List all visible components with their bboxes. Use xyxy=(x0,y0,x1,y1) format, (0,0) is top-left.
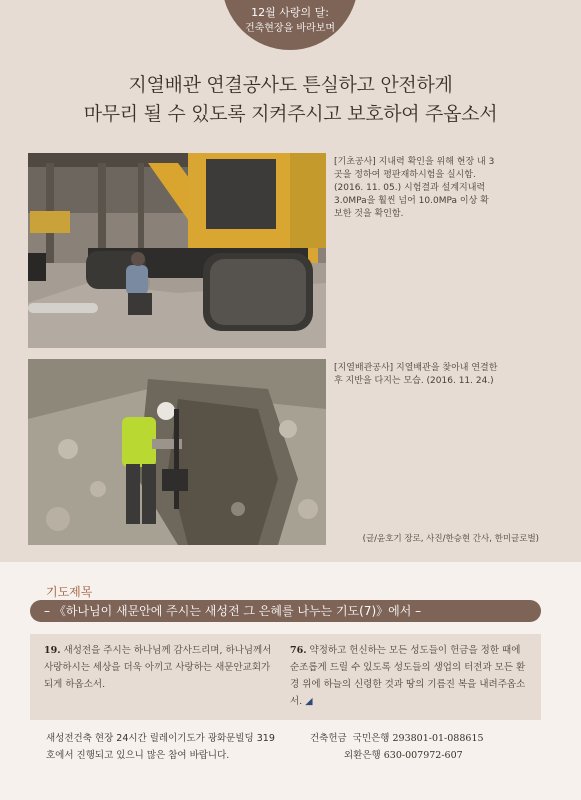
prayer-item-line: 되게 하옵소서. xyxy=(44,679,106,690)
photo2-caption-line: [지열배관공사] 지열배관을 찾아내 연결한 xyxy=(334,363,498,373)
bank-account-1: 국민은행 293801-01-088615 xyxy=(352,733,484,744)
prayer-item-line: 사랑하시는 세상을 더욱 아끼고 사랑하는 새문안교회가 xyxy=(44,662,271,673)
prayer-title-bar: – 《하나님이 새문안에 주시는 새성전 그 은혜를 나누는 기도(7)》에서 – xyxy=(30,600,541,622)
headline-line1: 지열배관 연결공사도 튼실하고 안전하게 xyxy=(128,74,453,96)
photo1-caption-line: 3.0MPa을 훨씬 넘어 10.0MPa 이상 확 xyxy=(334,196,489,206)
prayer-section-label: 기도제목 xyxy=(46,585,93,599)
photo2-caption xyxy=(334,362,544,388)
photo1-caption-line: (2016. 11. 05.) 시험결과 설계지내력 xyxy=(334,183,486,193)
relay-prayer-notice xyxy=(46,730,286,764)
prayer-item-line: 순조롭게 드릴 수 있도록 성도들의 생업의 터전과 모든 환 xyxy=(290,662,526,673)
prayer-item-line: 약정하고 헌신하는 모든 성도들이 헌금을 정한 때에 xyxy=(306,645,521,656)
notice-line: 새성전건축 현장 24시간 릴레이기도가 광화문빌딩 319 xyxy=(46,733,275,744)
notice-line: 호에서 진행되고 있으니 많은 참여 바랍니다. xyxy=(46,750,230,761)
prayer-item-number: 76. xyxy=(290,645,307,656)
photo1-caption-line: 보한 것을 확인함. xyxy=(334,209,404,219)
photo1-caption xyxy=(334,156,544,221)
prayer-item-number: 19. xyxy=(44,645,61,656)
headline-line2: 마무리 될 수 있도록 지켜주시고 보호하여 주옵소서 xyxy=(83,103,498,125)
prayer-item-19 xyxy=(44,642,279,693)
bank-account-2: 외환은행 630-007972-607 xyxy=(344,750,463,761)
month-tab-line2: 건축현장을 바라보며 xyxy=(244,23,336,34)
excavator-photo xyxy=(28,153,326,348)
photo2-caption-line: 후 지반을 다지는 모습. (2016. 11. 24.) xyxy=(334,376,494,386)
end-mark-icon: ◢ xyxy=(305,696,313,707)
prayer-item-76 xyxy=(290,642,535,710)
prayer-item-line: 서. xyxy=(290,696,303,707)
photo1-caption-line: [기초공사] 지내력 확인을 위해 현장 내 3 xyxy=(334,157,495,167)
prayer-box xyxy=(30,634,541,720)
month-tab-line1: 12월 사랑의 달: xyxy=(251,6,329,19)
trench-photo xyxy=(28,359,326,545)
photo-credit: (글/윤호기 장로, 사진/한승현 간사, 한미글로벌) xyxy=(362,534,539,544)
prayer-item-line: 새성전을 주시는 하나님께 감사드리며, 하나님께서 xyxy=(60,645,272,656)
bank-accounts xyxy=(310,730,484,764)
prayer-item-line: 경 위에 하늘의 신령한 것과 땅의 기름진 복을 내려주옵소 xyxy=(290,679,526,690)
photo1-caption-line: 곳을 정하여 평판재하시험을 실시함. xyxy=(334,170,476,180)
account-label: 건축헌금 xyxy=(310,733,347,744)
